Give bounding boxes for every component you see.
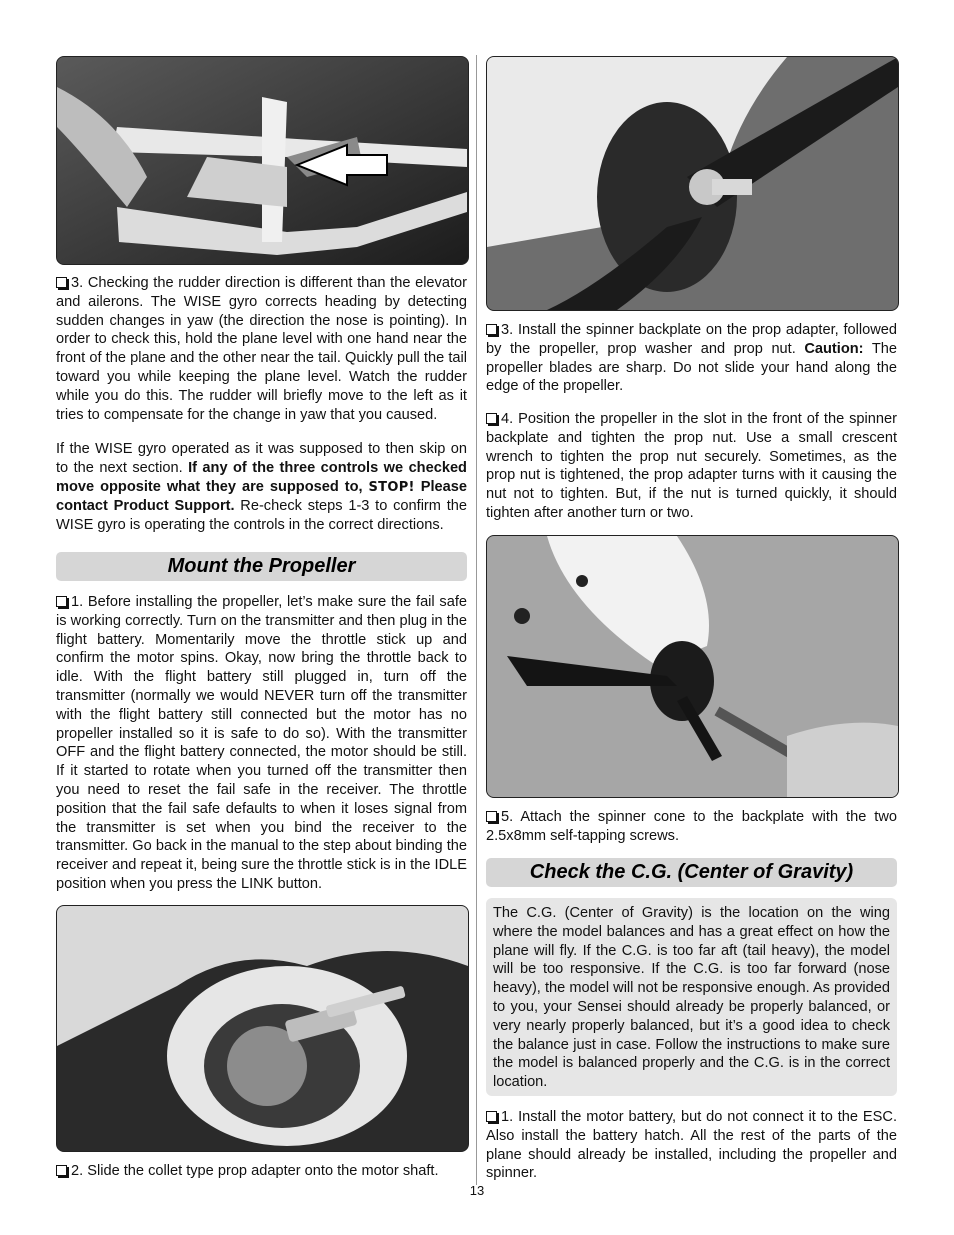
step5-paragraph [486,808,897,846]
checkbox-icon[interactable] [486,324,497,335]
caution-label: Caution: [804,340,864,357]
step5-text: Attach the spinner cone to the backplate with the two 2.5x8mm self-tapping screws. [486,809,897,844]
checkbox-icon[interactable] [56,596,67,607]
cg-intro-text: The C.G. (Center of Gravity) is the location on the wing where the model balances and has a great effect on how the plane will fly. If the C.G. is too far aft (tail heavy), the model will be too responsive. If the C.G. is too far forward (nose heavy), the model will not be responsive enough. As provided to you, your Sensei should already be properly balanced, or very nearly properly balanced, but it’s a good idea to check the balance just in case. Follow the instructions to make sure the model is balanced properly and the C.G. is in the correct location. [493,905,890,1091]
wise-lead-text: If the WISE gyro operated as it was supposed to then skip on to the next section. [56,441,467,476]
step4-text: Position the propeller in the slot in the front of the spinner backplate and tighten the prop nut. Use a small crescent wrench to tighten the prop nut securely. Sometimes, as the prop nut is tightened, the prop adapter turns with it causing the nut not to tighten. But, if the nut is turned quickly, it should tighten after another turn or two. [486,411,897,521]
step3-text: Install the spinner backplate on the prop adapter, followed by the propeller, prop washer and prop nut. [486,322,898,357]
step4-paragraph [486,410,897,523]
column-divider [476,55,477,1185]
checkbox-icon[interactable] [486,413,497,424]
cg-info-box [486,898,897,1096]
photo-propeller-nut [486,56,899,311]
checkbox-icon[interactable] [486,811,497,822]
checkbox-icon[interactable] [56,1165,67,1176]
checkbox-icon[interactable] [486,1111,497,1122]
step4-number: 4. [501,411,514,427]
rudder-step-paragraph [56,274,467,424]
step2-paragraph [56,1162,467,1181]
fail-safe-step-paragraph [56,593,467,894]
rudder-step-number: 3. [71,275,84,291]
section-title-check-cg: Check the C.G. (Center of Gravity) [486,858,897,887]
caution-text: The propeller blades are sharp. Do not slide your hand along the edge of the propeller. [486,340,897,395]
step1-number: 1. [71,594,84,610]
photo-prop-adapter [56,905,469,1152]
step1-text: Before installing the propeller, let’s make sure the fail safe is working correctly. Turn on the transmitter and then plug in the flight battery. Momentarily move the throttle stick up and confirm the motor spins. Okay, now bring the throttle back to idle. With the flight battery still plugged in, turn off the transmitter (normally we would NEVER turn off the transmitter with the flight battery still connected but the motor has no propeller installed so it is safe to do so). With the transmitter OFF and the flight battery connected, the motor should be still. If it started to rotate when you turned off the transmitter then you need to reset the fail safe in the receiver. The throttle position that the fail safe defaults to when it loses signal from the transmitter is set when you bind the receiver to the transmitter. Go back in the manual to the step about binding the receiver and repeat it, being sure the throttle stick is in the IDLE position when you press the LINK button. [56,594,467,892]
wise-warning-text: If any of the three controls we checked move opposite what they are supposed to, [56,459,467,495]
page-number: 13 [469,1183,485,1198]
rudder-step-text: Checking the rudder direction is different than the elevator and ailerons. The WISE gyro corrects heading by detecting sudden changes in yaw (the direction the nose is pointing). In order to check this, hold the plane level with one hand near the front of the plane and the other near the tail. Quickly pull the tail toward you while keeping the plane level. Watch the rudder while you do this. The rudder will briefly move to the left as it tries to compensate for the change in yaw that you caused. [56,275,467,423]
cg-step1-paragraph [486,1108,897,1183]
step2-text: Slide the collet type prop adapter onto the motor shaft. [87,1163,439,1179]
step3-paragraph [486,321,897,396]
checkbox-icon[interactable] [56,277,67,288]
photo-spinner-cone [486,535,899,798]
section-title-mount-propeller: Mount the Propeller [56,552,467,581]
step2-number: 2. [71,1163,84,1179]
wise-gyro-paragraph [56,440,467,535]
photo-rudder-check [56,56,469,265]
recheck-text: Re-check steps 1-3 to confirm the WISE gyro is operating the controls in the correct directions. [56,498,467,534]
cg-step1-number: 1. [501,1109,514,1125]
product-support-text: Please contact Product Support. [56,478,467,515]
step3-number: 3. [501,322,514,338]
cg-step1-text: Install the motor battery, but do not connect it to the ESC. Also install the battery hatch. All the rest of the parts of the plane should already be installed, including the propeller and spinner. [486,1109,897,1182]
step5-number: 5. [501,809,514,825]
stop-text: STOP! [368,479,415,495]
